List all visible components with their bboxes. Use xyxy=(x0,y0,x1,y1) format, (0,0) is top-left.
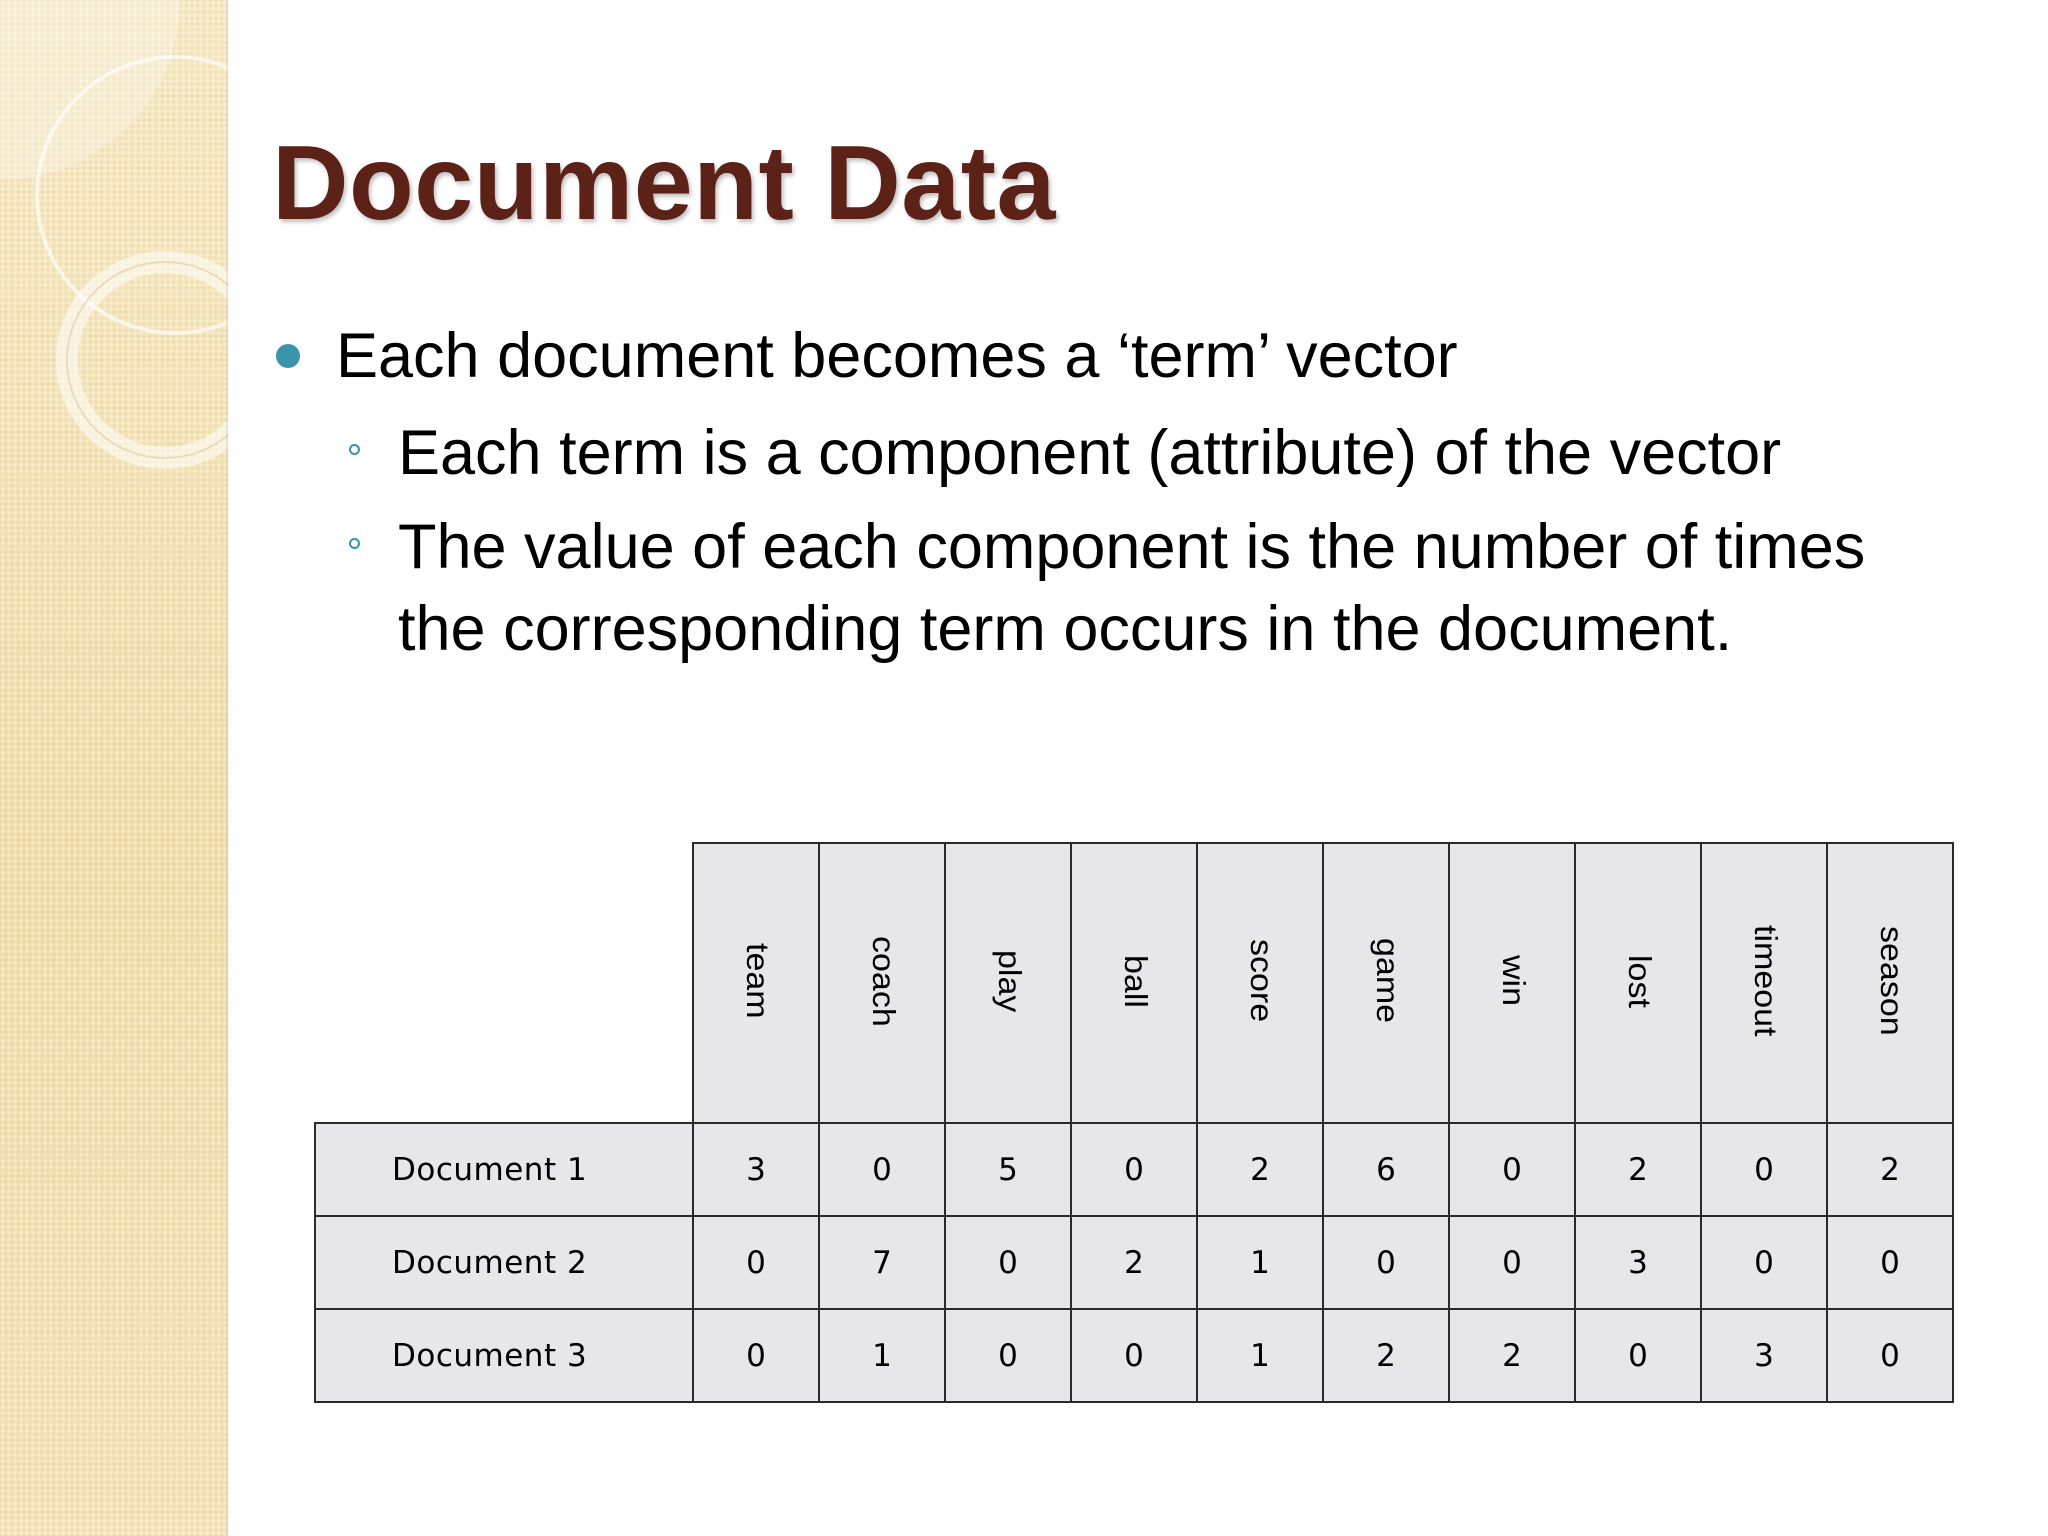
term-label: ball xyxy=(1116,954,1152,1008)
term-header xyxy=(819,843,945,1123)
table-cell: 7 xyxy=(819,1216,945,1309)
term-header xyxy=(1449,843,1575,1123)
term-header xyxy=(1827,843,1953,1123)
table-cell: 0 xyxy=(1575,1309,1701,1402)
table-cell: 1 xyxy=(819,1309,945,1402)
table-cell: 3 xyxy=(1575,1216,1701,1309)
term-label: season xyxy=(1872,926,1908,1036)
term-frequency-table xyxy=(314,842,1954,1403)
table-cell: 2 xyxy=(1449,1309,1575,1402)
sub-bullet-text: Each term is a component (attribute) of the vector xyxy=(398,418,1782,488)
table-cell: 0 xyxy=(945,1216,1071,1309)
table-cell: 3 xyxy=(1701,1309,1827,1402)
table-cell: 0 xyxy=(945,1309,1071,1402)
table-cell: 0 xyxy=(1071,1309,1197,1402)
term-header xyxy=(945,843,1071,1123)
table-row xyxy=(315,1123,1953,1216)
table-corner xyxy=(315,843,693,1123)
table-cell: 2 xyxy=(1575,1123,1701,1216)
term-label: timeout xyxy=(1746,925,1782,1037)
table-cell: 6 xyxy=(1323,1123,1449,1216)
table-header-row xyxy=(315,843,1953,1123)
table-cell: 2 xyxy=(1071,1216,1197,1309)
sub-bullet-item xyxy=(272,412,1918,494)
table-cell: 5 xyxy=(945,1123,1071,1216)
table-cell: 2 xyxy=(1827,1123,1953,1216)
table-cell: 0 xyxy=(819,1123,945,1216)
term-label: team xyxy=(738,943,774,1019)
table-cell: 0 xyxy=(693,1216,819,1309)
table-cell: 0 xyxy=(1827,1309,1953,1402)
table-row xyxy=(315,1309,1953,1402)
term-label: lost xyxy=(1620,954,1656,1008)
bullet-dot-icon xyxy=(276,344,300,368)
bullet-list xyxy=(272,318,1992,670)
term-header xyxy=(1197,843,1323,1123)
sub-bullet-text: The value of each component is the number of times the corresponding term occurs in the document. xyxy=(398,512,1866,664)
bullet-item xyxy=(272,318,1992,394)
table-cell: 0 xyxy=(693,1309,819,1402)
term-label: game xyxy=(1368,938,1404,1024)
term-header xyxy=(693,843,819,1123)
table-cell: 3 xyxy=(693,1123,819,1216)
term-header xyxy=(1071,843,1197,1123)
side-panel-shadow xyxy=(226,0,229,1536)
term-header xyxy=(1323,843,1449,1123)
term-label: score xyxy=(1242,939,1278,1023)
term-header xyxy=(1701,843,1827,1123)
table-cell: 0 xyxy=(1701,1216,1827,1309)
table-row xyxy=(315,1216,1953,1309)
term-label: win xyxy=(1494,955,1530,1007)
table-cell: 0 xyxy=(1827,1216,1953,1309)
table-cell: 2 xyxy=(1323,1309,1449,1402)
table-cell: 2 xyxy=(1197,1123,1323,1216)
term-label: play xyxy=(990,949,1026,1013)
table-cell: 0 xyxy=(1071,1123,1197,1216)
sub-bullet-item xyxy=(272,506,1918,670)
slide-title: Document Data xyxy=(272,124,1056,242)
decorative-side-panel xyxy=(0,0,228,1536)
row-label: Document 2 xyxy=(315,1216,693,1309)
table-cell: 0 xyxy=(1449,1216,1575,1309)
decorative-circles xyxy=(0,0,228,520)
table-cell: 0 xyxy=(1449,1123,1575,1216)
table-cell: 0 xyxy=(1323,1216,1449,1309)
sub-bullet-ring-icon xyxy=(349,538,360,549)
row-label: Document 3 xyxy=(315,1309,693,1402)
table-cell: 1 xyxy=(1197,1309,1323,1402)
table-cell: 0 xyxy=(1701,1123,1827,1216)
term-label: coach xyxy=(864,935,900,1027)
row-label: Document 1 xyxy=(315,1123,693,1216)
bullet-text: Each document becomes a ‘term’ vector xyxy=(336,321,1458,391)
table-cell: 1 xyxy=(1197,1216,1323,1309)
term-header xyxy=(1575,843,1701,1123)
sub-bullet-ring-icon xyxy=(349,444,360,455)
